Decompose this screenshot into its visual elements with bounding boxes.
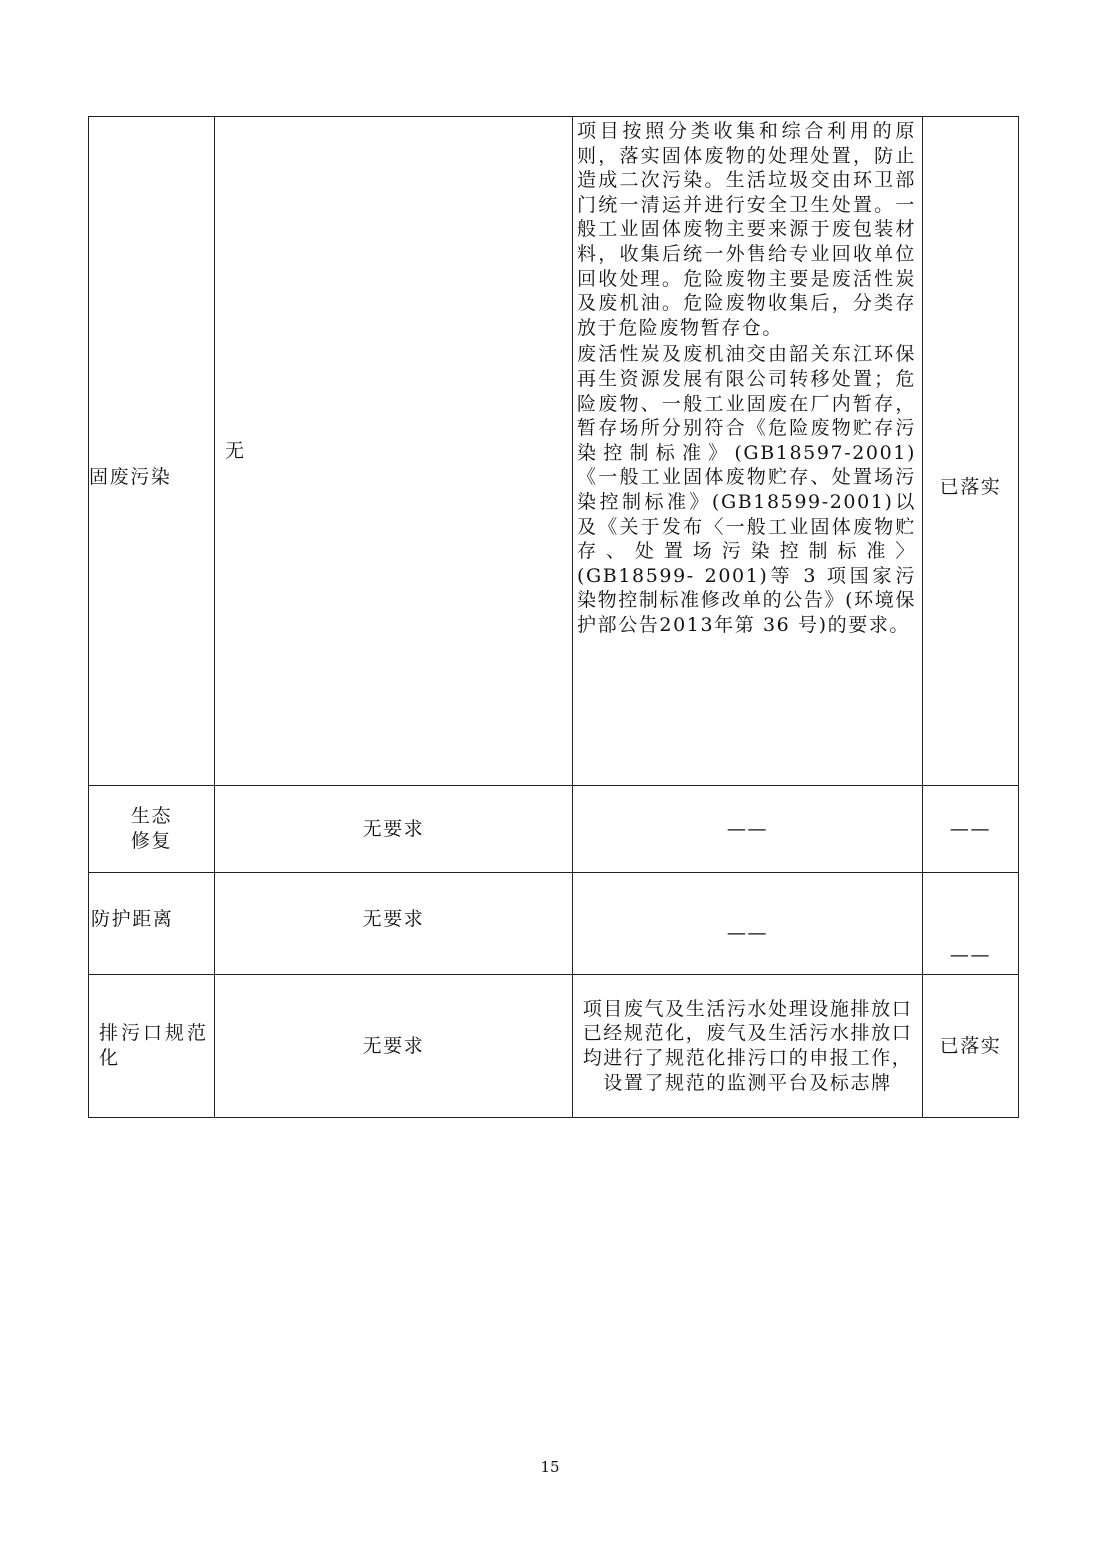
category-cell: [89, 786, 215, 873]
measures-paragraph: 项目按照分类收集和综合利用的原则，落实固体废物的处理处置，防止造成二次污染。生活垃圾交由环卫部门统一清运并进行安全卫生处置。一般工业固体废物主要来源于废包装材料，收集后统一外售给专业回收单位回收处理。危险废物主要是废活性炭及废机油。危险废物收集后，分类存放于危险废物暂存仓。: [577, 120, 916, 339]
requirement-cell: [215, 873, 573, 975]
measures-cell: [573, 117, 923, 786]
measures-text: ——: [726, 922, 769, 945]
table-row: [89, 873, 1019, 975]
category-cell: [89, 975, 215, 1118]
category-label: 生态: [130, 805, 173, 828]
status-text: 已落实: [939, 475, 1002, 498]
category-label: 排污口规范: [99, 1022, 210, 1045]
requirement-text: 无要求: [362, 817, 425, 840]
requirement-text: 无要求: [362, 908, 425, 931]
requirement-cell: [215, 975, 573, 1118]
requirement-cell: [215, 117, 573, 786]
category-label: 防护距离: [91, 908, 174, 931]
page-number: 15: [540, 1458, 560, 1476]
measures-paragraph: 废活性炭及废机油交由韶关东江环保再生资源发展有限公司转移处置；危险废物、一般工业固废在厂内暂存，暂存场所分别符合《危险废物贮存污染控制标准》(GB18597-2001)《一般工业固体废物贮存、处置场污染控制标准》(GB18599-2001)以及《关于发布〈一般工业固体废物贮存、处置场污染控制标准〉(GB18599- 2001)等 3 项国家污染物控制标准修改单的公告》(环境保护部公告2013年第 36 号)的要求。: [577, 343, 916, 636]
measures-cell: [573, 975, 923, 1118]
requirement-cell: [215, 786, 573, 873]
table-row: [89, 117, 1019, 786]
measures-text: 项目废气及生活污水处理设施排放口已经规范化，废气及生活污水排放口均进行了规范化排污口的申报工作，设置了规范的监测平台及标志牌: [582, 997, 913, 1094]
category-cell: [89, 873, 215, 975]
compliance-table: [88, 116, 1019, 1118]
category-label: 化: [99, 1047, 120, 1069]
status-cell: [923, 975, 1019, 1118]
category-label: 固废污染: [89, 465, 172, 488]
status-cell: [923, 117, 1019, 786]
category-label: 修复: [130, 830, 173, 852]
status-cell: [923, 786, 1019, 873]
status-text: 已落实: [939, 1034, 1002, 1057]
status-cell: [923, 873, 1019, 975]
table-row: [89, 786, 1019, 873]
requirement-text: 无要求: [362, 1034, 425, 1057]
status-text: ——: [949, 944, 992, 967]
table-row: [89, 975, 1019, 1118]
category-cell: [89, 117, 215, 786]
requirement-text: 无: [225, 439, 246, 462]
measures-text: ——: [726, 817, 769, 840]
status-text: ——: [949, 817, 992, 840]
measures-cell: [573, 786, 923, 873]
measures-cell: [573, 873, 923, 975]
